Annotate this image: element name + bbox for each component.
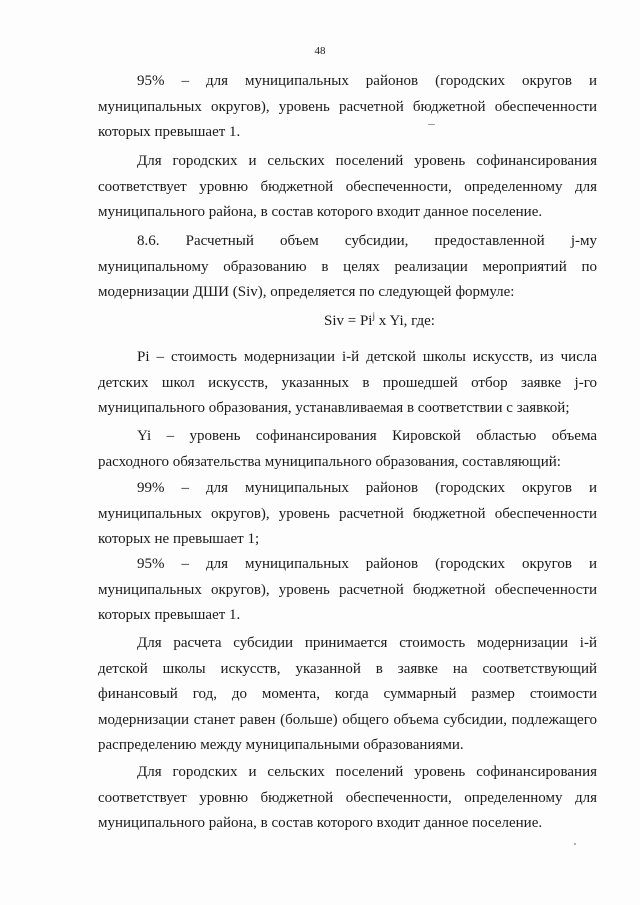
- paragraph-text: 95% – для муниципальных районов (городских округов и муниципальных округов), уровень расчетной бюджетной обеспеченности которых превышает 1.: [98, 73, 597, 140]
- paragraph-p8: [98, 552, 597, 629]
- formula-rhs: x Yi, где:: [375, 313, 435, 329]
- formula-lhs: Siv = Pi: [324, 313, 373, 329]
- paragraph-text: 95% – для муниципальных районов (городских округов и муниципальных округов), уровень расчетной бюджетной обеспеченности которых превышает 1.: [98, 556, 597, 623]
- paragraph-text: Для городских и сельских поселений уровень софинансирования соответствует уровню бюджетной обеспеченности, определенному для муниципального района, в состав которого входит данное поселение.: [98, 153, 597, 220]
- page-number: 48: [314, 45, 326, 57]
- paragraph-p3: [98, 229, 597, 306]
- paragraph-text: Yi – уровень софинансирования Кировской областью объема расходного обязательства муниципального образования, составляющий:: [98, 428, 597, 470]
- paragraph-text: 99% – для муниципальных районов (городских округов и муниципальных округов), уровень расчетной бюджетной обеспеченности которых не превышает 1;: [98, 480, 597, 547]
- paragraph-p6: [98, 424, 597, 475]
- paragraph-p2: [98, 149, 597, 226]
- scan-speck: [574, 843, 576, 845]
- paragraph-p7: [98, 476, 597, 553]
- paragraph-text: Для городских и сельских поселений уровень софинансирования соответствует уровню бюджетной обеспеченности, определенному для муниципального района, в состав которого входит данное поселение.: [98, 764, 597, 831]
- formula-superscript: j: [372, 311, 375, 321]
- paragraph-p5: [98, 345, 597, 422]
- scan-speck: [428, 124, 435, 125]
- paragraph-text: 8.6. Расчетный объем субсидии, предоставленной j-му муниципальному образованию в целях реализации мероприятий по модернизации ДШИ (Siv), определяется по следующей формуле:: [98, 233, 597, 300]
- formula: [98, 309, 597, 335]
- paragraph-text: Для расчета субсидии принимается стоимость модернизации i-й детской школы искусств, указанной в заявке на соответствующий финансовый год, до момента, когда суммарный размер стоимости модернизации станет равен (больше) общего объема субсидии, подлежащего распределению между муниципальными образованиями.: [98, 635, 597, 753]
- formula-line: [98, 309, 597, 335]
- paragraph-p9: [98, 631, 597, 759]
- paragraph-p1: [98, 69, 597, 146]
- paragraph-p10: [98, 760, 597, 837]
- paragraph-text: Pi – стоимость модернизации i-й детской школы искусств, из числа детских школ искусств, указанных в прошедшей отбор заявке j-го муниципального образования, устанавливаемая в соответствии с заявкой;: [98, 349, 597, 416]
